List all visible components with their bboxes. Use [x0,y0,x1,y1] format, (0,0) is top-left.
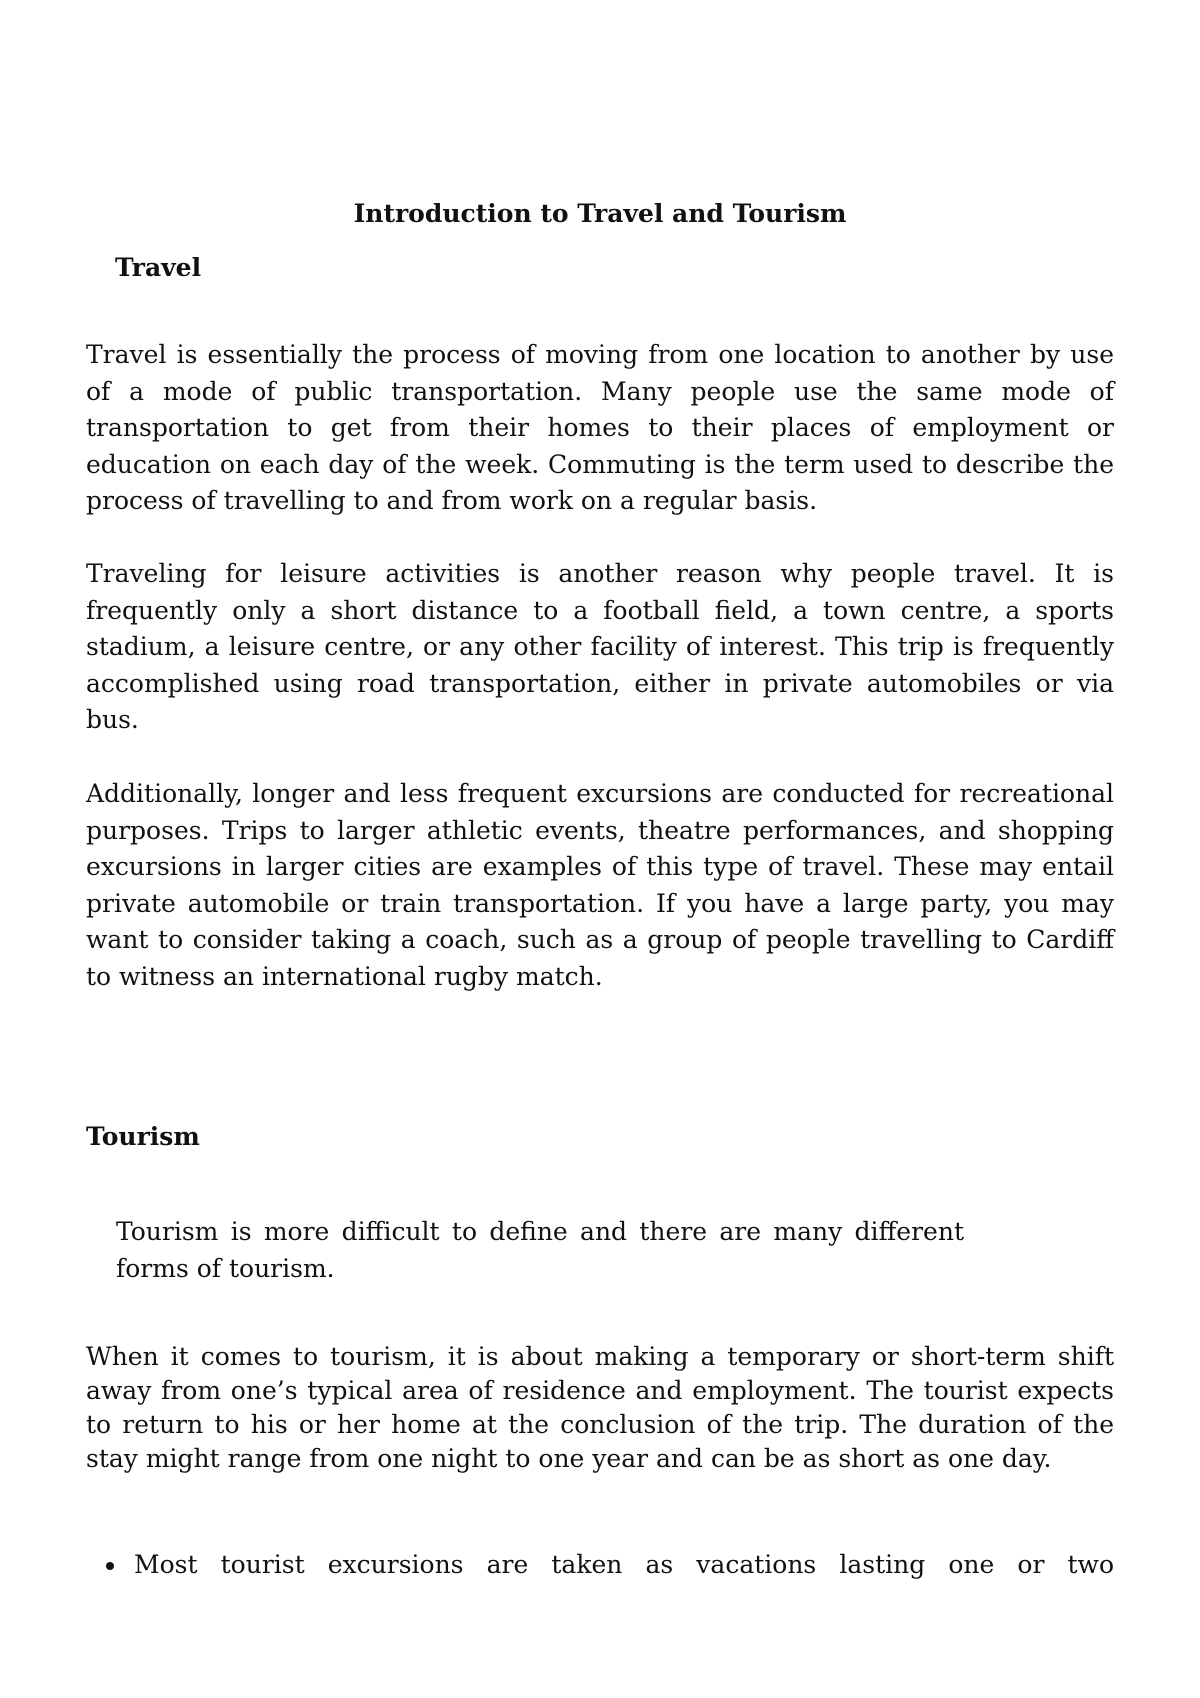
tourism-bullet-list [86,1548,1114,1582]
section-heading-travel: Travel [115,253,202,282]
travel-paragraph-1: Travel is essentially the process of moving from one location to another by use of a mode of public transportation. Many people use the same mode of transportation to get from their homes to their places of employment or education on each day of the week. Commuting is the term used to describe the process of travelling to and from work on a regular basis. [86,340,1114,515]
tourism-paragraph: When it comes to tourism, it is about making a temporary or short-term shift away from one’s typical area of residence and employment. The tourist expects to return to his or her home at the conclusion of the trip. The duration of the stay might range from one night to one year and can be as short as one day. [86,1342,1114,1473]
travel-paragraph-2: Traveling for leisure activities is another reason why people travel. It is frequently only a short distance to a football field, a town centre, a sports stadium, a leisure centre, or any other facility of interest. This trip is frequently accomplished using road transportation, either in private automobiles or via bus. [86,559,1114,734]
travel-paragraph-3: Additionally, longer and less frequent excursions are conducted for recreational purposes. Trips to larger athletic events, theatre performances, and shopping excursions in larger cities are examples of this type of travel. These may entail private automobile or train transportation. If you have a large party, you may want to consider taking a coach, such as a group of people travelling to Cardiff to witness an international rugby match. [86,779,1114,991]
bullet-text: Most tourist excursions are taken as vacations lasting one or two [134,1550,1114,1579]
list-item [86,1548,1114,1582]
bullet-icon [106,1562,114,1570]
document-title: Introduction to Travel and Tourism [353,199,847,228]
tourism-intro-paragraph: Tourism is more difficult to define and there are many different forms of tourism. [116,1217,964,1283]
section-heading-tourism: Tourism [86,1122,200,1151]
